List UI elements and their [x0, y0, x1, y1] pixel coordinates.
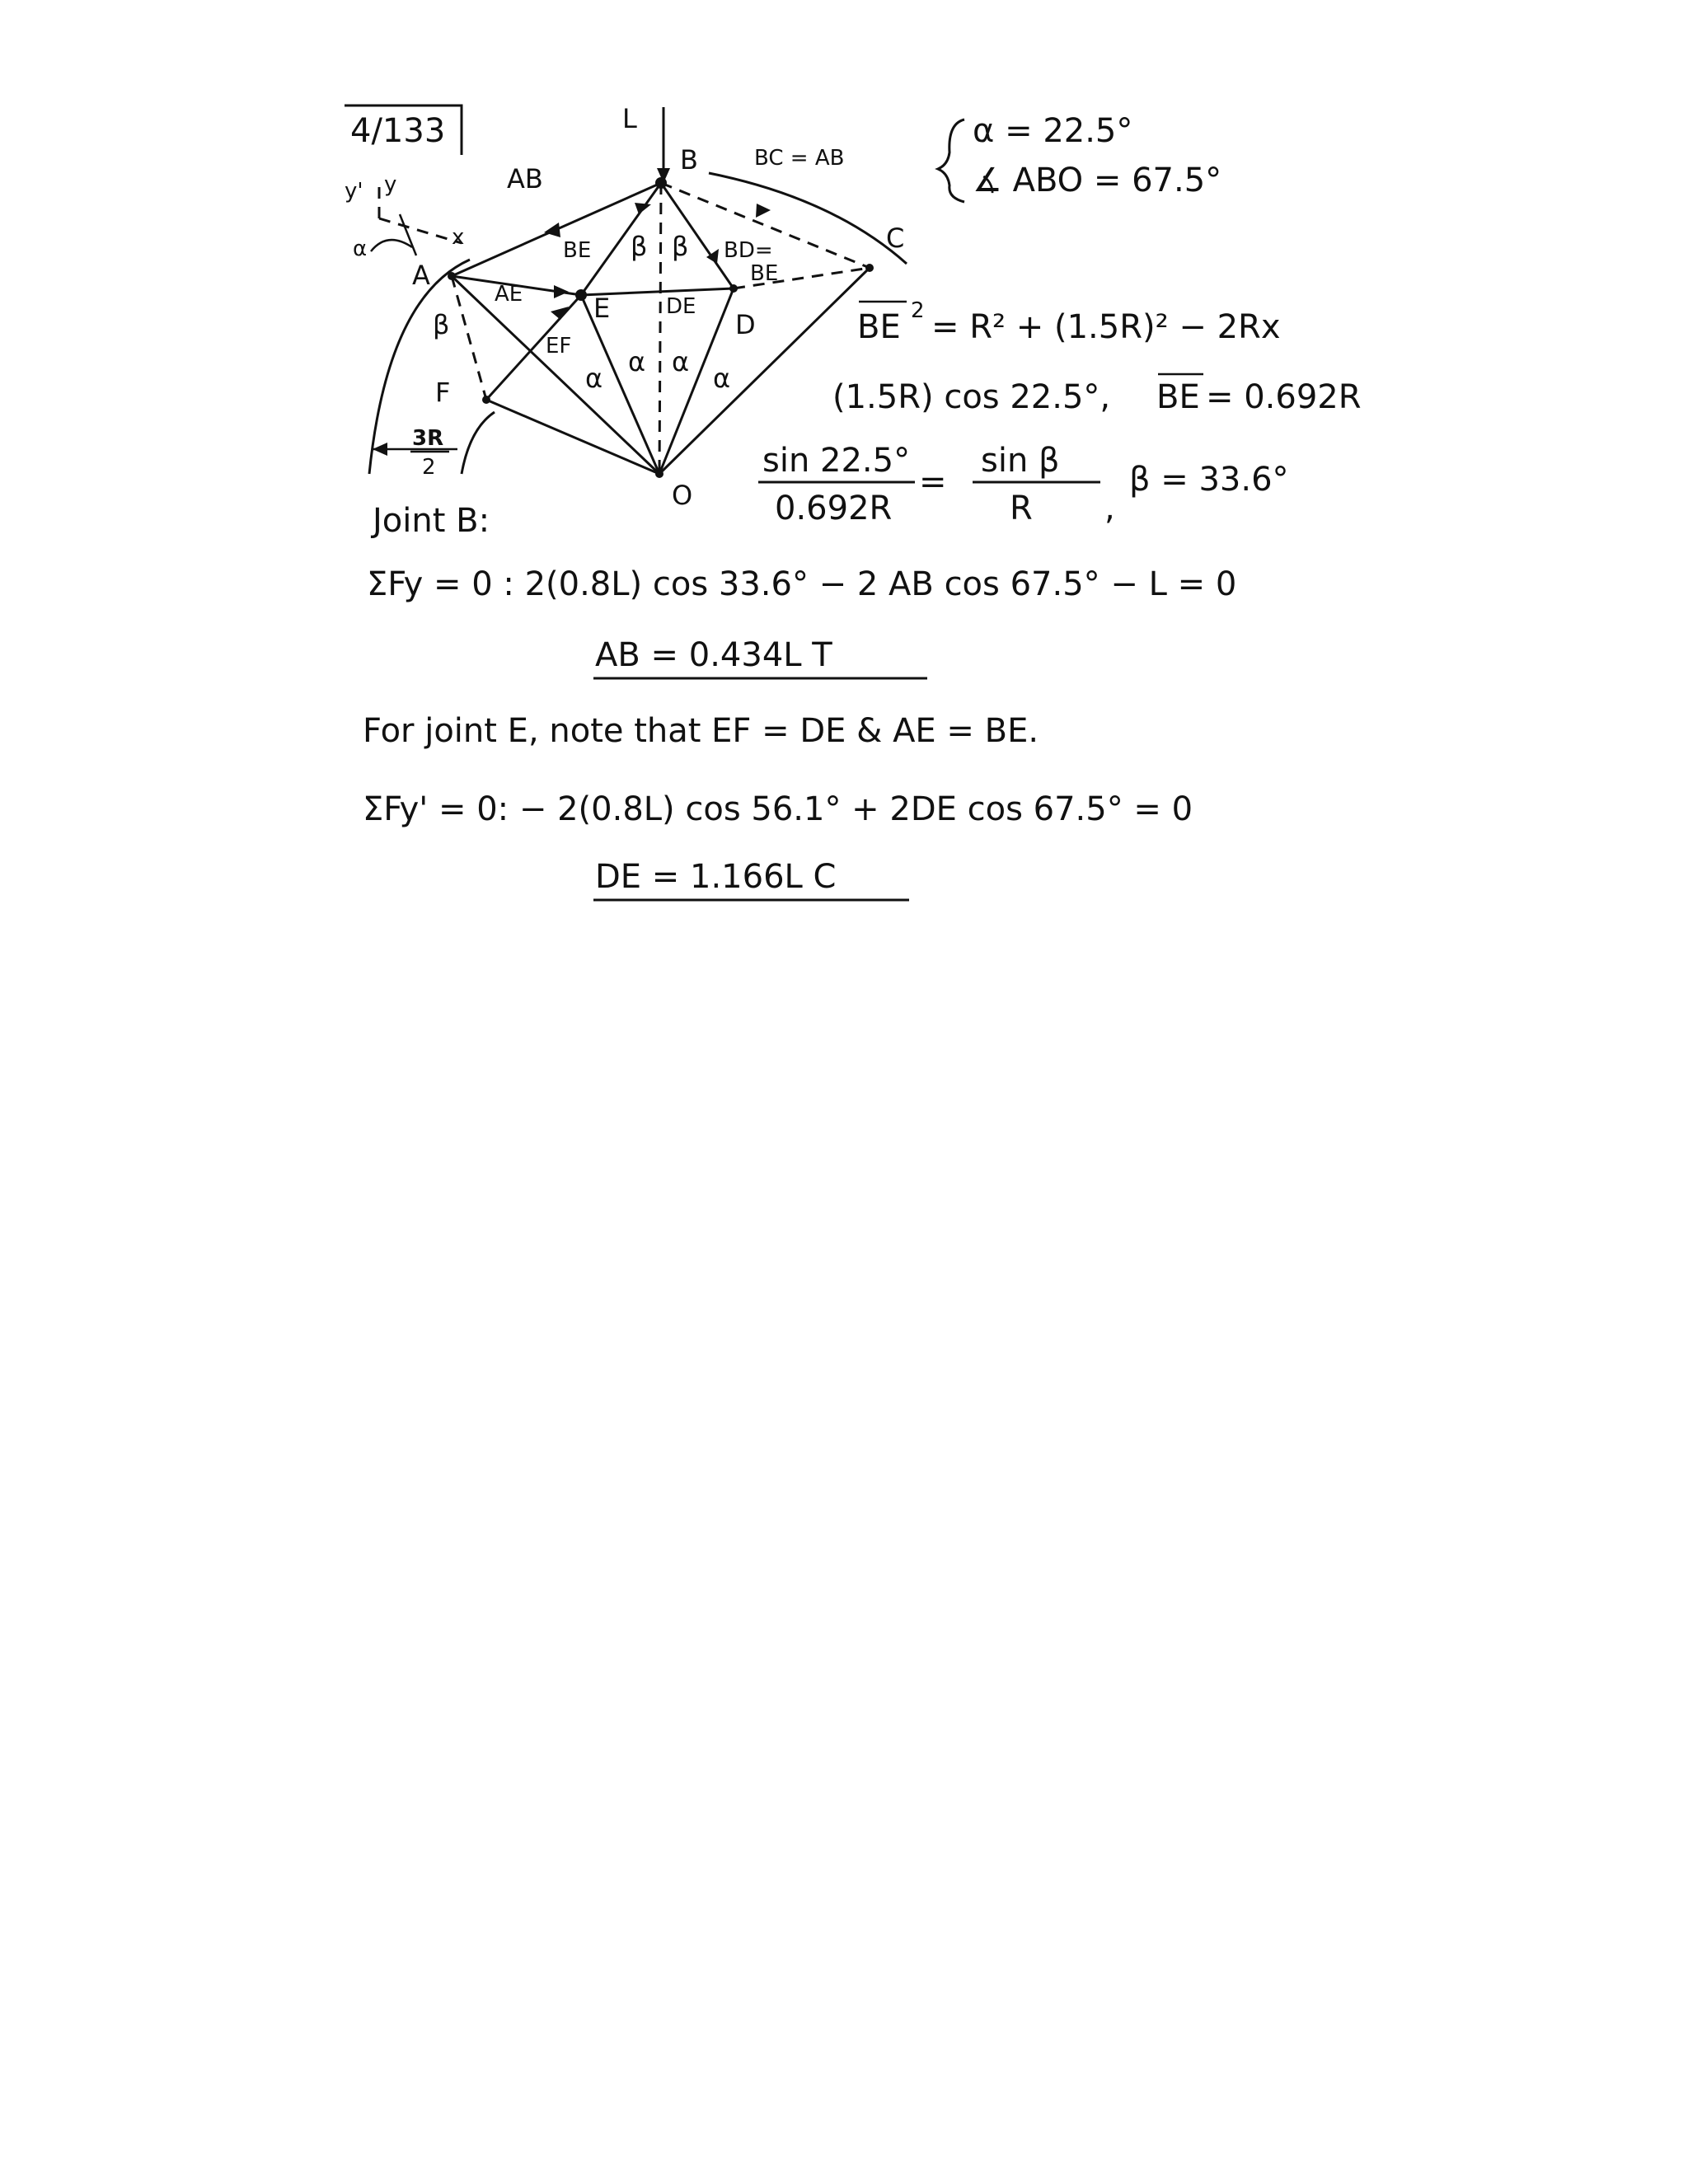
sine-separator: ,: [1104, 490, 1115, 527]
beta-result: β = 33.6°: [1129, 461, 1289, 499]
label-y-prime: y': [345, 179, 363, 204]
sine-den-right: R: [1010, 490, 1033, 527]
label-f: F: [435, 377, 451, 408]
joint-b-heading: Joint B:: [373, 502, 490, 540]
be-cont: (1.5R) cos 22.5°,: [832, 378, 1111, 416]
ae-force-arrow: [554, 285, 569, 298]
be-law-of-cosines: [832, 298, 1362, 416]
radius-dimension-arrow: [373, 443, 387, 456]
label-d: D: [735, 309, 756, 340]
law-of-sines: [758, 442, 1289, 527]
label-radius-num: 3R: [412, 426, 444, 451]
joint-b-section: [367, 502, 1236, 678]
label-ae: AE: [495, 282, 523, 307]
given-alpha: α = 22.5°: [973, 112, 1133, 150]
label-alpha-axes: α: [353, 237, 368, 261]
label-beta-2: β: [672, 231, 689, 262]
alpha-arc-axes: [371, 240, 412, 251]
joint-o: [655, 470, 663, 478]
label-beta-1: β: [631, 231, 648, 262]
be-force-arrow: [635, 203, 651, 214]
label-bd-be: BE: [750, 261, 779, 286]
label-bd-eq: BD=: [724, 238, 773, 263]
label-ef: EF: [546, 334, 572, 359]
label-alpha-4: α: [713, 363, 731, 394]
label-a: A: [412, 260, 430, 291]
sine-equals: =: [919, 463, 947, 501]
label-x: x: [452, 225, 465, 250]
label-o: O: [672, 480, 693, 511]
be-squared-lhs: BE: [857, 308, 901, 346]
inner-arc: [462, 412, 495, 474]
sine-den-left: 0.692R: [775, 490, 893, 527]
label-load: L: [622, 103, 637, 134]
member-af: [452, 276, 486, 400]
joint-b-sum-fy: ΣFy = 0 : 2(0.8L) cos 33.6° − 2 AB cos 67.5° − L = 0: [367, 565, 1237, 603]
label-alpha-2: α: [628, 346, 646, 377]
label-ab: AB: [507, 163, 543, 194]
problem-number: 4/133: [350, 112, 446, 150]
joint-f: [482, 396, 490, 404]
label-beta-3: β: [433, 309, 450, 340]
label-be: BE: [563, 238, 592, 263]
be-squared-rhs: = R² + (1.5R)² − 2Rx: [931, 308, 1281, 346]
label-y: y: [384, 172, 397, 197]
joint-d: [729, 284, 738, 293]
y-prime-axis: [400, 214, 416, 255]
given-brace: [938, 120, 964, 202]
label-alpha-3: α: [672, 346, 690, 377]
label-de: DE: [666, 294, 696, 319]
joint-e-result: DE = 1.166L C: [595, 858, 837, 896]
joint-b-result: AB = 0.434L T: [595, 636, 832, 674]
problem-number-box: [345, 105, 462, 155]
be-squared-exp: 2: [911, 298, 925, 323]
joint-c: [865, 264, 874, 272]
be-value-label: BE: [1156, 378, 1200, 416]
label-b: B: [680, 144, 698, 176]
joint-b: [655, 177, 667, 189]
be-value: = 0.692R: [1206, 378, 1362, 416]
member-bo: [659, 183, 661, 474]
given-angle-abo: ∡ ABO = 67.5°: [973, 162, 1222, 199]
given-values: [938, 112, 1221, 202]
label-c: C: [886, 223, 905, 254]
joint-e-note: For joint E, note that EF = DE & AE = BE.: [363, 712, 1039, 750]
joint-e: [575, 289, 587, 301]
label-bc-eq-ab: BC = AB: [754, 146, 845, 171]
sine-num-left: sin 22.5°: [762, 442, 911, 480]
label-radius-den: 2: [422, 455, 436, 480]
joint-e-section: [363, 712, 1193, 900]
label-e: E: [593, 293, 611, 324]
label-alpha-1: α: [585, 363, 603, 394]
sine-num-right: sin β: [981, 442, 1060, 480]
joint-e-sum-fy: ΣFy' = 0: − 2(0.8L) cos 56.1° + 2DE cos 67.5° = 0: [363, 790, 1193, 828]
member-fo: [486, 400, 659, 474]
joint-a: [448, 272, 456, 280]
bc-force-arrow: [756, 204, 771, 218]
